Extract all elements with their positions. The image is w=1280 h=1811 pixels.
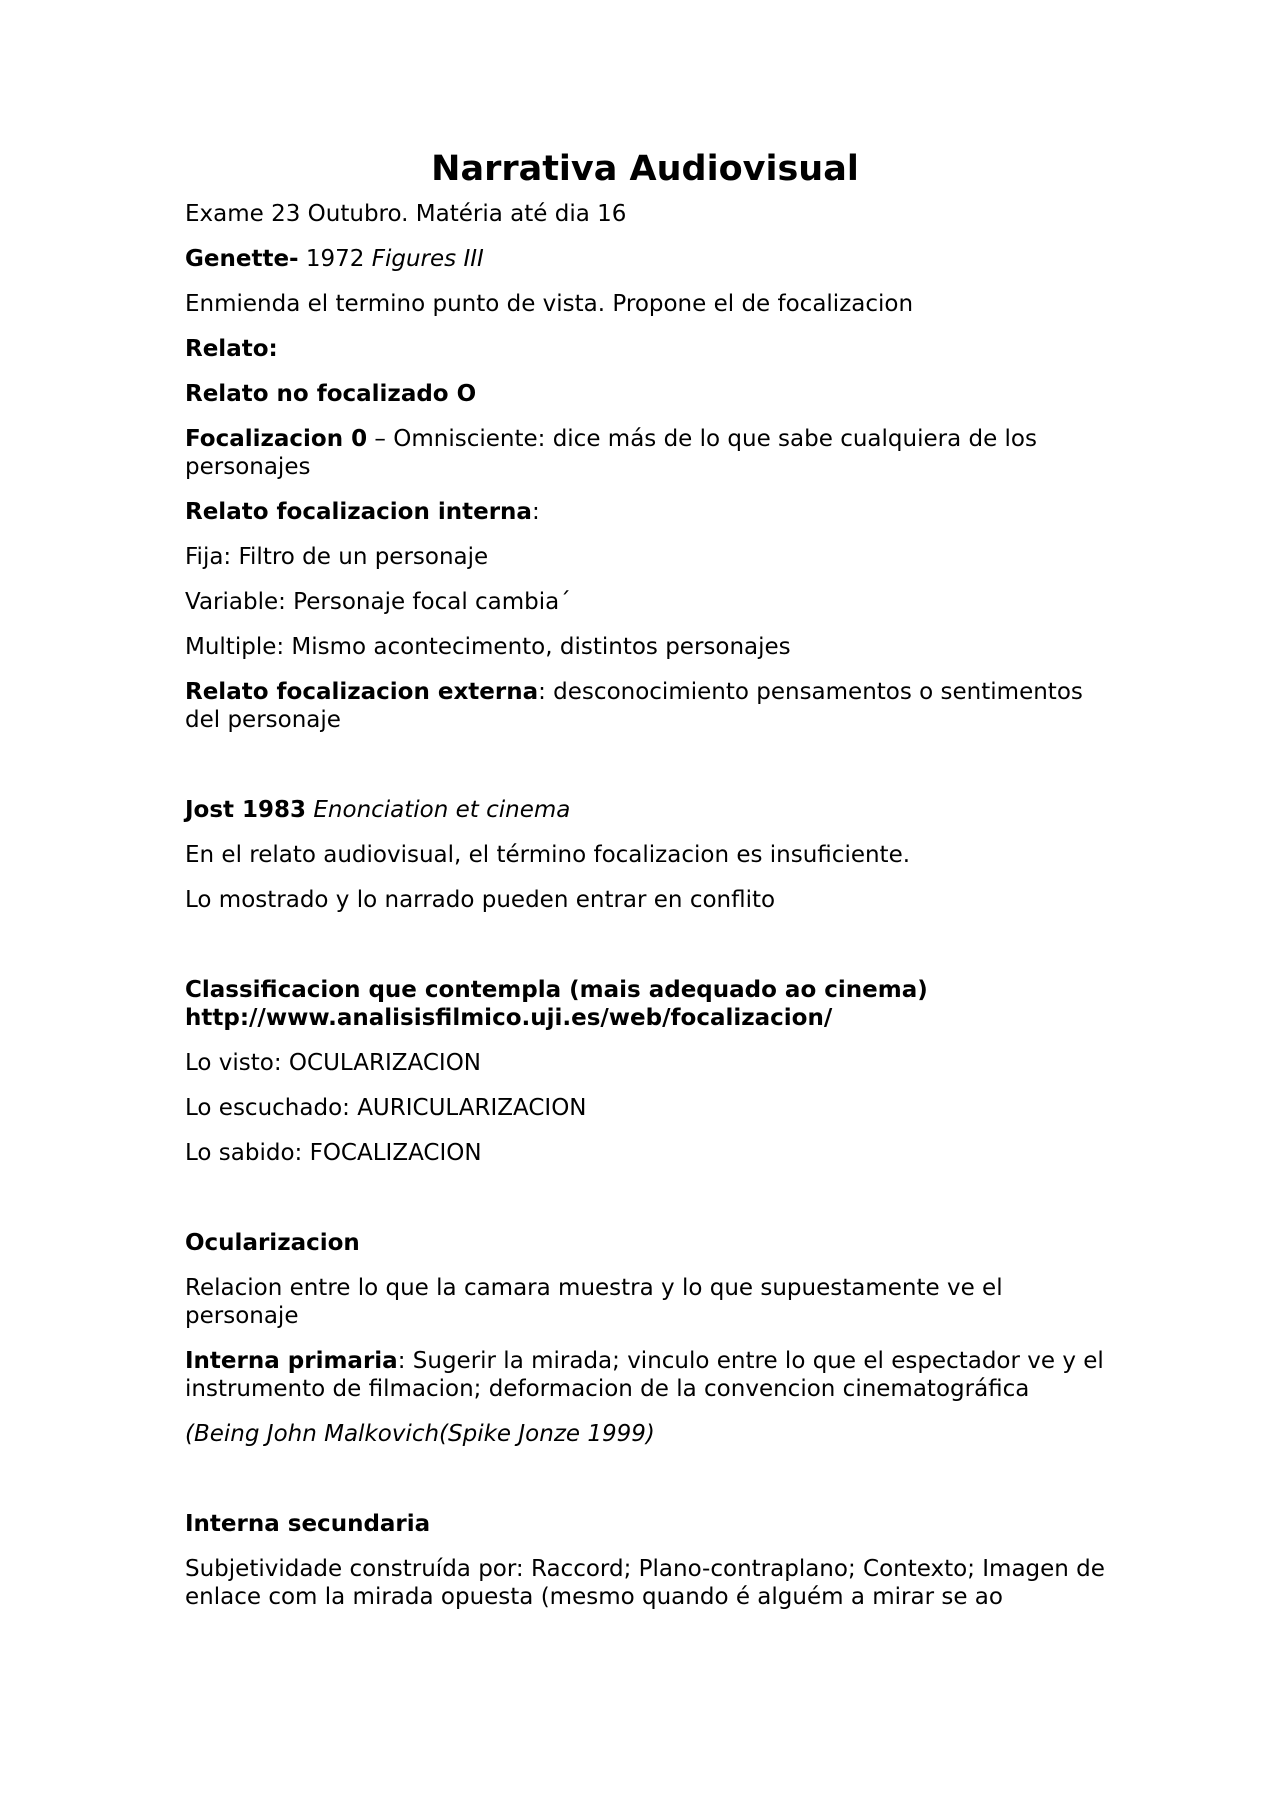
focalizacion-0-label: Focalizacion 0 <box>185 426 368 452</box>
ocularizacion-text: Relacion entre lo que la camara muestra y lo que supuestamente ve el personaje <box>185 1275 1003 1329</box>
ocularizacion-heading: Ocularizacion <box>185 1230 360 1256</box>
document-page <box>185 148 1105 1628</box>
document-title: Narrativa Audiovisual <box>431 149 859 189</box>
focalizacion-externa-paragraph <box>185 678 1105 734</box>
jost-label: Jost 1983 <box>185 797 307 823</box>
interna-primaria-paragraph <box>185 1347 1105 1403</box>
malkovich-reference: (Being John Malkovich(Spike Jonze 1999) <box>185 1421 655 1447</box>
variable-text: Variable: Personaje focal cambia´ <box>185 589 571 615</box>
interna-primaria-label: Interna primaria <box>185 1348 398 1374</box>
interna-secundaria-text: Subjetividade construída por: Raccord; Plano-contraplano; Contexto; Imagen de enlace com la mirada opuesta (mesmo quando é alguém a mirar se ao <box>185 1556 1105 1610</box>
lo-visto-text: Lo visto: OCULARIZACION <box>185 1050 482 1076</box>
spacer <box>185 1184 1105 1229</box>
enmienda-text: Enmienda el termino punto de vista. Propone el de focalizacion <box>185 291 914 317</box>
focalizacion-externa-label: Relato focalizacion externa <box>185 679 539 705</box>
jost-paragraph-2: Lo mostrado y lo narrado pueden entrar en conflito <box>185 887 776 913</box>
focalizacion-0-paragraph <box>185 425 1105 481</box>
interna-secundaria-heading: Interna secundaria <box>185 1511 431 1537</box>
focalizacion-interna-label: Relato focalizacion interna <box>185 499 532 525</box>
focalizacion-externa-text: : desconocimiento pensamentos o sentimentos del personaje <box>185 679 1083 733</box>
interna-primaria-text: : Sugerir la mirada; vinculo entre lo que el espectador ve y el instrumento de filmacion; deformacion de la convencion cinematográfica <box>185 1348 1104 1402</box>
jost-line <box>185 796 1105 824</box>
lo-sabido-text: Lo sabido: FOCALIZACION <box>185 1140 482 1166</box>
relato-no-focalizado-heading: Relato no focalizado O <box>185 381 477 407</box>
focalizacion-interna-suffix: : <box>531 499 540 525</box>
jost-paragraph-1: En el relato audiovisual, el término focalizacion es insuficiente. <box>185 842 911 868</box>
genette-work: Figures III <box>371 246 484 272</box>
spacer <box>185 751 1105 796</box>
classificacion-url: http://www.analisisfilmico.uji.es/web/focalizacion/ <box>185 1005 833 1031</box>
spacer <box>185 931 1105 976</box>
focalizacion-0-text: – Omnisciente: dice más de lo que sabe cualquiera de los personajes <box>185 426 1037 480</box>
exam-note: Exame 23 Outubro. Matéria até dia 16 <box>185 201 627 227</box>
genette-line <box>185 245 1105 273</box>
fija-text: Fija: Filtro de un personaje <box>185 544 489 570</box>
classificacion-heading-text: Classificacion que contempla (mais adequado ao cinema) <box>185 977 928 1003</box>
classificacion-heading <box>185 976 1105 1032</box>
genette-year: 1972 <box>298 246 372 272</box>
multiple-text: Multiple: Mismo acontecimento, distintos personajes <box>185 634 791 660</box>
jost-work: Enonciation et cinema <box>306 797 571 823</box>
relato-heading: Relato: <box>185 336 278 362</box>
genette-label: Genette- <box>185 246 299 272</box>
spacer <box>185 1465 1105 1510</box>
focalizacion-interna-paragraph <box>185 498 1105 526</box>
lo-escuchado-text: Lo escuchado: AURICULARIZACION <box>185 1095 587 1121</box>
